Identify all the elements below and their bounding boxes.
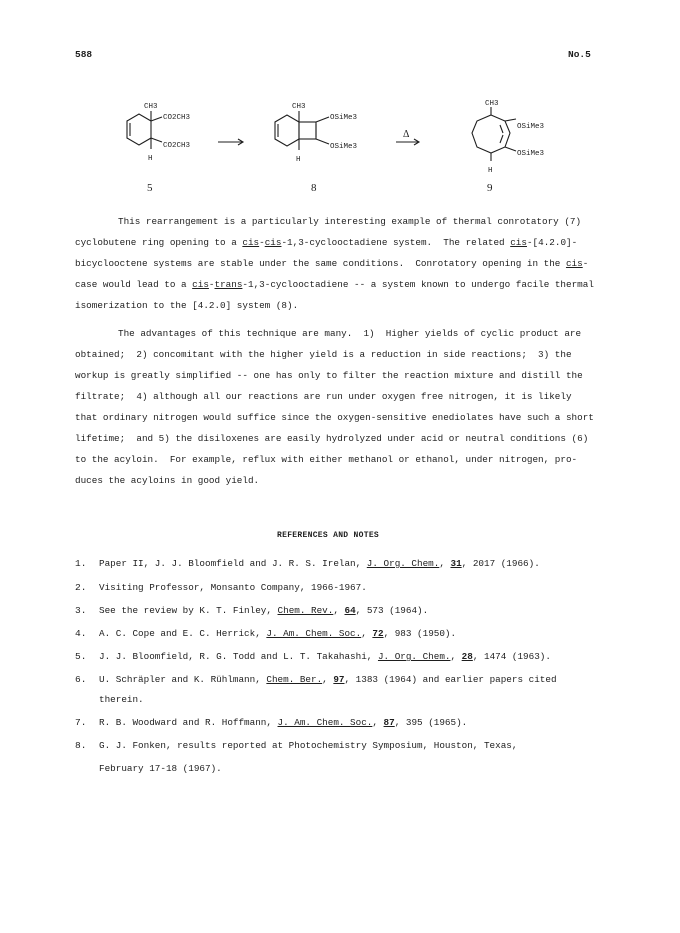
- c9-methyl: CH3: [485, 100, 499, 108]
- c9-hydrogen: H: [488, 167, 493, 175]
- journal-issue: No.5: [568, 49, 591, 60]
- paragraph-1: [75, 211, 594, 316]
- compound-8-cyclobutene: [299, 122, 316, 139]
- ref-text-continued: therein.: [99, 694, 144, 705]
- p2-line: that ordinary nitrogen would suffice since the oxygen-sensitive enediolates have such a short: [75, 412, 594, 423]
- p2-line: duces the acyloins in good yield.: [75, 475, 260, 486]
- ref-text: G. J. Fonken, results reported at Photochemistry Symposium, Houston, Texas,: [99, 740, 518, 751]
- volume-number: 87: [383, 717, 395, 728]
- p1-line: This rearrangement is a particularly interesting example of thermal conrotatory (7): [118, 216, 582, 227]
- p2-line: obtained; 2) concomitant with the higher yield is a reduction in side reactions; 3) the: [75, 349, 572, 360]
- heat-symbol: Δ: [403, 129, 410, 140]
- underlined-text: Chem. Rev.: [277, 605, 334, 616]
- p2-line: to the acyloin. For example, reflux with either methanol or ethanol, under nitrogen, pro-: [75, 454, 578, 465]
- c8-methyl: CH3: [292, 103, 306, 111]
- volume-number: 64: [344, 605, 356, 616]
- compound-5-ring: [127, 114, 151, 145]
- underlined-text: cis: [510, 237, 527, 248]
- p2-line: The advantages of this technique are many. 1) Higher yields of cyclic product are: [118, 328, 582, 339]
- p1-line: isomerization to the [4.2.0] system (8).: [75, 300, 299, 311]
- ref-number: 8.: [75, 740, 87, 751]
- underlined-text: trans: [214, 279, 243, 290]
- ref-text: R. B. Woodward and R. Hoffmann, J. Am. Chem. Soc., 87, 395 (1965).: [99, 717, 468, 728]
- underlined-text: J. Am. Chem. Soc.: [277, 717, 373, 728]
- underlined-text: J. Org. Chem.: [377, 651, 451, 662]
- c9-osime3-bottom: OSiMe3: [517, 150, 545, 158]
- c9-osime3-top: OSiMe3: [517, 123, 545, 131]
- ref-number: 4.: [75, 628, 87, 639]
- underlined-text: J. Am. Chem. Soc.: [266, 628, 362, 639]
- ref-number: 3.: [75, 605, 87, 616]
- p1-line: cyclobutene ring opening to a cis-cis-1,3-cyclooctadiene system. The related cis-[4.2.0]-: [75, 237, 578, 248]
- ref-text: See the review by K. T. Finley, Chem. Rev., 64, 573 (1964).: [99, 605, 429, 616]
- page-number: 588: [75, 49, 93, 60]
- compound-8-ring: [275, 115, 299, 146]
- p2-line: workup is greatly simplified -- one has only to filter the reaction mixture and distill the: [75, 370, 583, 381]
- ref-number: 1.: [75, 558, 87, 569]
- c8-osime3-bottom: OSiMe3: [330, 143, 358, 151]
- compound-label-5: 5: [147, 182, 153, 194]
- c8-hydrogen: H: [296, 156, 301, 164]
- paragraph-2: [75, 323, 594, 491]
- volume-number: 31: [450, 558, 462, 569]
- underlined-text: J. Org. Chem.: [366, 558, 440, 569]
- ref-text: A. C. Cope and E. C. Herrick, J. Am. Chem. Soc., 72, 983 (1950).: [99, 628, 457, 639]
- underlined-text: Chem. Ber.: [266, 674, 323, 685]
- compound-9-ring: [472, 115, 510, 153]
- underlined-text: cis: [192, 279, 209, 290]
- compound-label-8: 8: [311, 182, 317, 194]
- ref-text: Visiting Professor, Monsanto Company, 1966-1967.: [99, 582, 367, 593]
- c5-ester-bottom: CO2CH3: [163, 142, 191, 150]
- volume-number: 97: [333, 674, 345, 685]
- p2-line: lifetime; and 5) the disiloxenes are easily hydrolyzed under acid or neutral conditions (6): [75, 433, 589, 444]
- underlined-text: cis: [242, 237, 260, 248]
- ref-number: 5.: [75, 651, 87, 662]
- compound-label-9: 9: [487, 182, 493, 194]
- c5-methyl: CH3: [144, 103, 158, 111]
- volume-number: 28: [461, 651, 473, 662]
- ref-number: 6.: [75, 674, 87, 685]
- ref-text-continued: February 17-18 (1967).: [99, 763, 222, 774]
- reaction-scheme: [0, 95, 680, 210]
- references-heading: REFERENCES AND NOTES: [277, 531, 380, 540]
- ref-number: 7.: [75, 717, 87, 728]
- p2-line: filtrate; 4) although all our reactions are run under oxygen free nitrogen, it is likely: [75, 391, 572, 402]
- c8-osime3-top: OSiMe3: [330, 114, 358, 122]
- underlined-text: cis: [264, 237, 282, 248]
- p1-line: case would lead to a cis-trans-1,3-cyclooctadiene -- a system known to undergo facile thermal: [75, 279, 594, 290]
- ref-text: J. J. Bloomfield, R. G. Todd and L. T. Takahashi, J. Org. Chem., 28, 1474 (1963).: [99, 651, 551, 662]
- ref-number: 2.: [75, 582, 87, 593]
- c5-hydrogen: H: [148, 155, 153, 163]
- c5-ester-top: CO2CH3: [163, 114, 191, 122]
- ref-text: U. Schräpler and K. Rühlmann, Chem. Ber., 97, 1383 (1964) and earlier papers cited: [99, 674, 557, 685]
- volume-number: 72: [372, 628, 384, 639]
- p1-line: bicyclooctene systems are stable under the same conditions. Conrotatory opening in the cis-: [75, 258, 589, 269]
- underlined-text: cis: [565, 258, 583, 269]
- ref-text: Paper II, J. J. Bloomfield and J. R. S. Irelan, J. Org. Chem., 31, 2017 (1966).: [99, 558, 540, 569]
